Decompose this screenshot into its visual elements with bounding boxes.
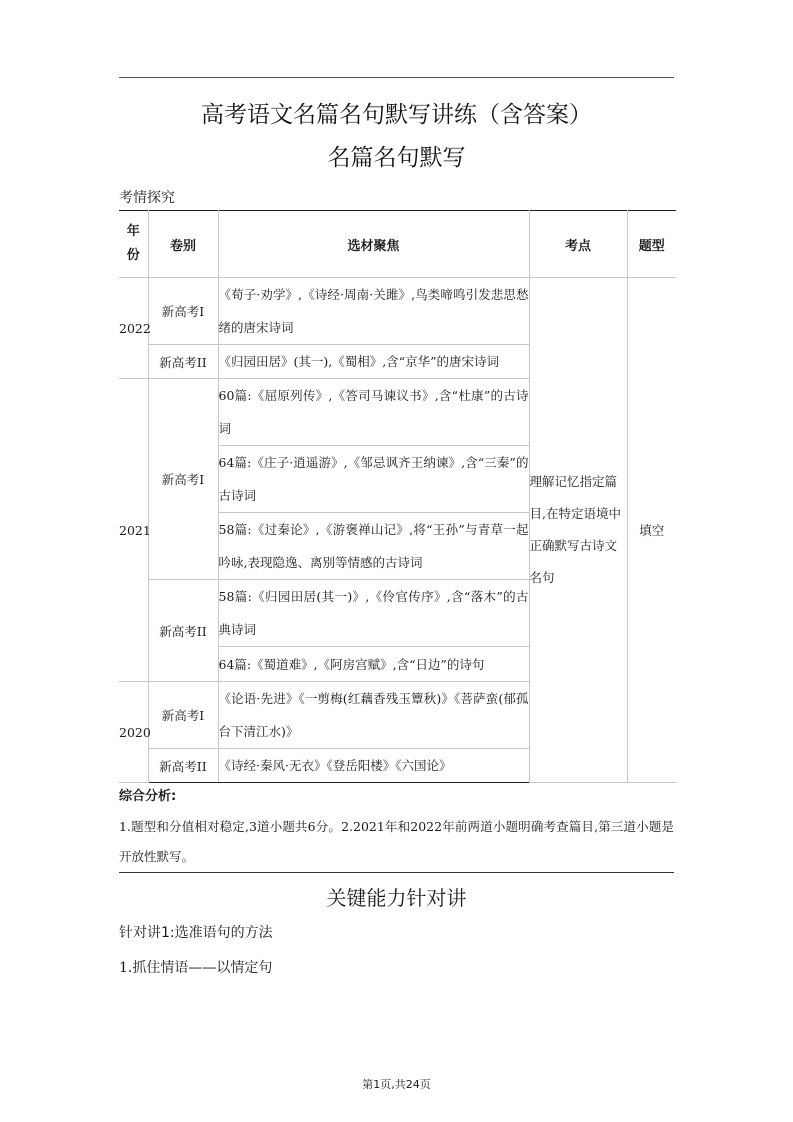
cell-materials: 58篇:《过秦论》,《游褒禅山记》,将“王孙”与青草一起吟咏,表现隐逸、离别等情感的古诗词: [218, 513, 529, 580]
cell-materials: 《荀子·劝学》,《诗经·周南·关雎》,鸟类啼鸣引发悲思愁绪的唐宋诗词: [218, 278, 529, 345]
cell-paper: 新高考I: [148, 682, 218, 749]
cell-year: 2020: [119, 682, 148, 783]
cell-materials: 《诗经·秦风·无衣》《登岳阳楼》《六国论》: [218, 749, 529, 783]
analysis-label: 综合分析:: [119, 789, 177, 804]
section-subheading: 针对讲1:选准语句的方法: [119, 925, 273, 941]
cell-paper: 新高考II: [148, 345, 218, 379]
header-materials: 选材聚焦: [218, 211, 529, 278]
cell-paper: 新高考II: [148, 749, 218, 783]
method-item: 1.抓住情语——以情定句: [119, 960, 273, 976]
cell-year: 2021: [119, 379, 148, 682]
header-exam-point: 考点: [529, 211, 627, 278]
header-question-type: 题型: [627, 211, 676, 278]
cell-materials: 58篇:《归园田居(其一)》,《伶官传序》,含“落木”的古典诗词: [218, 580, 529, 647]
cell-materials: 《论语·先进》《一剪梅(红藕香残玉簟秋)》《菩萨蛮(郁孤台下清江水)》: [218, 682, 529, 749]
cell-materials: 64篇:《庄子·逍遥游》,《邹忌讽齐王纳谏》,含“三秦”的古诗词: [218, 446, 529, 513]
section-divider: [119, 872, 674, 873]
header-rule: [119, 77, 674, 78]
header-year: 年份: [119, 211, 148, 278]
exam-analysis-table: [119, 210, 676, 783]
cell-paper: 新高考I: [148, 379, 218, 580]
page-footer: 第1页,共24页: [362, 1078, 431, 1091]
document-subtitle: 名篇名句默写: [327, 145, 466, 171]
cell-question-type: 填空: [627, 278, 676, 783]
cell-paper: 新高考I: [148, 278, 218, 345]
cell-paper: 新高考II: [148, 580, 218, 682]
table-header-row: [119, 211, 676, 278]
cell-materials: 64篇:《蜀道难》,《阿房宫赋》,含“日边”的诗句: [218, 647, 529, 682]
cell-exam-point: 理解记忆指定篇目,在特定语境中正确默写古诗文名句: [529, 278, 627, 783]
header-paper: 卷别: [148, 211, 218, 278]
cell-materials: 《归园田居》(其一),《蜀相》,含“京华”的唐宋诗词: [218, 345, 529, 379]
cell-year: 2022: [119, 278, 148, 379]
cell-materials: 60篇:《屈原列传》,《答司马谏议书》,含“杜康”的古诗词: [218, 379, 529, 446]
document-title: 高考语文名篇名句默写讲练（含答案）: [201, 102, 592, 128]
analysis-text: 1.题型和分值相对稳定,3道小题共6分。2.2021年和2022年前两道小题明确考查篇目,第三道小题是开放性默写。: [119, 819, 674, 864]
section-label: 考情探究: [119, 190, 175, 206]
table-row: [119, 278, 676, 345]
section-heading: 关键能力针对讲: [326, 886, 467, 910]
